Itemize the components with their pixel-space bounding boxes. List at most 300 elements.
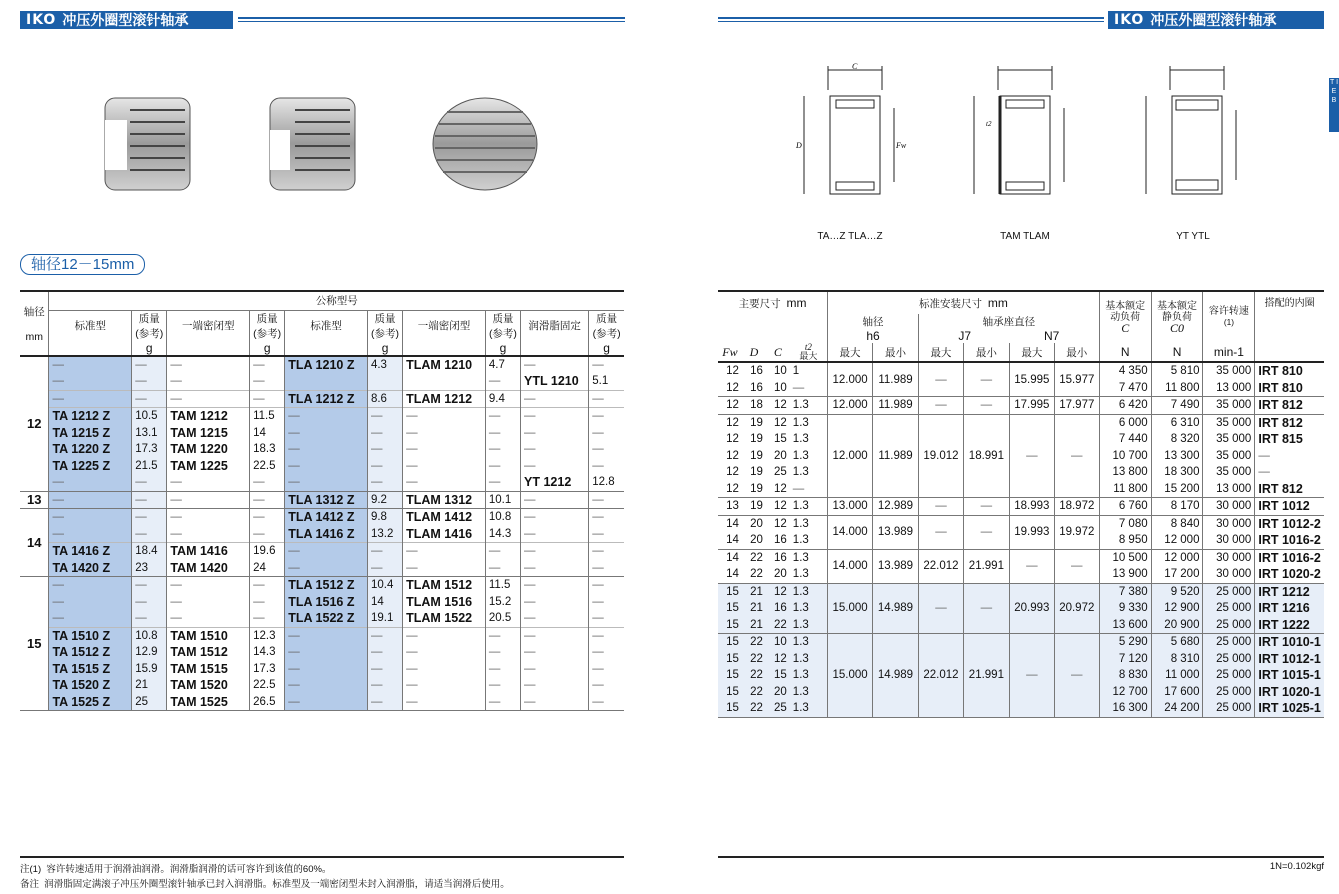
cell-line: TAM 1525 xyxy=(170,694,228,709)
cell-line: 8 840 xyxy=(1170,517,1200,530)
cell-line: 12 xyxy=(726,466,739,478)
cell-line: — xyxy=(524,579,536,591)
cell-line: 18.3 xyxy=(253,443,276,455)
cell-line: TLA 1212 Z xyxy=(288,391,355,406)
table-cell xyxy=(1099,397,1151,415)
table-row xyxy=(718,549,1324,583)
table-cell xyxy=(367,408,402,492)
cell-line: — xyxy=(524,646,536,658)
cell-line: — xyxy=(288,459,300,472)
table-cell xyxy=(367,356,402,391)
cell-line: — xyxy=(406,629,418,642)
cell-line: 15 xyxy=(726,669,739,681)
table-cell xyxy=(1203,515,1255,549)
cell-line: 12 xyxy=(774,585,787,598)
table-cell xyxy=(485,509,520,543)
dim-d-label: D xyxy=(796,141,802,150)
cell-line: 21 xyxy=(135,679,148,691)
cell-line: 25 000 xyxy=(1216,685,1252,698)
cell-line: IRT 1016-2 xyxy=(1258,550,1321,565)
th-std: 标准型 xyxy=(285,310,368,341)
table-cell: 11.989 xyxy=(873,362,919,397)
section-tag: 轴径12－15mm xyxy=(20,254,145,275)
table-row xyxy=(20,577,624,628)
table-cell xyxy=(1099,515,1151,549)
cell-line: — xyxy=(288,679,300,691)
cell-line: — xyxy=(524,410,536,422)
cell-line: 13 000 xyxy=(1216,381,1252,394)
table-cell xyxy=(766,515,790,549)
cell-line: 15 xyxy=(726,685,739,698)
table-cell xyxy=(589,491,624,509)
table-cell xyxy=(1203,397,1255,415)
table-row xyxy=(20,491,624,509)
cell-line: TLAM 1210 xyxy=(406,357,473,372)
cell-line: — xyxy=(488,679,501,691)
cell-line: 30 000 xyxy=(1216,551,1252,564)
table-cell xyxy=(790,414,828,498)
cell-line: IRT 1015-1 xyxy=(1258,668,1321,682)
table-cell xyxy=(742,498,766,516)
table-cell xyxy=(49,390,132,408)
cell-line: 22.5 xyxy=(253,459,276,472)
table-cell: 14.000 xyxy=(828,515,873,549)
cell-line: 16 xyxy=(750,381,763,394)
table-cell xyxy=(1255,414,1324,498)
cell-line: — xyxy=(370,443,383,455)
cell-line: — xyxy=(253,612,265,624)
table-cell xyxy=(367,509,402,543)
cell-line: TA 1215 Z xyxy=(52,425,111,440)
cell-line: — xyxy=(792,482,805,495)
th-grease: 润滑脂固定 xyxy=(521,310,589,341)
table-cell xyxy=(485,627,520,711)
cell-line: 14.3 xyxy=(488,527,512,540)
table-cell xyxy=(1151,549,1203,583)
cell-line: — xyxy=(524,612,536,624)
cell-line: 25 000 xyxy=(1216,636,1252,648)
left-title: 冲压外圈型滚针轴承 xyxy=(62,12,189,28)
table-cell xyxy=(485,408,520,492)
table-cell xyxy=(250,491,285,509)
table-cell: — xyxy=(918,583,963,634)
table-cell xyxy=(167,509,250,543)
cell-line: — xyxy=(1258,466,1270,478)
cell-line: 19 xyxy=(750,482,763,495)
cell-line: 13 300 xyxy=(1164,449,1200,462)
cell-line: — xyxy=(135,511,147,523)
cell-line: — xyxy=(488,426,501,439)
cell-line: TLA 1416 Z xyxy=(288,526,355,541)
cell-line: — xyxy=(524,358,536,371)
cell-line: 1.3 xyxy=(792,551,809,564)
cell-line: TLAM 1312 xyxy=(406,492,473,507)
cell-line: 15 xyxy=(774,669,787,681)
cell-line: IRT 1020-2 xyxy=(1258,567,1321,581)
cell-line: — xyxy=(406,662,418,675)
table-cell xyxy=(49,543,132,577)
table-cell: — xyxy=(1054,414,1099,498)
cell-line: 22 xyxy=(750,685,763,698)
cell-line: 12 xyxy=(726,433,739,445)
cell-line xyxy=(371,373,399,390)
cell-line: 22 xyxy=(750,551,763,564)
cell-line: — xyxy=(592,493,604,506)
cell-line: 35 000 xyxy=(1216,433,1252,445)
table-cell: — xyxy=(918,515,963,549)
cell-line: 7 490 xyxy=(1170,399,1200,411)
cell-line: — xyxy=(592,679,604,691)
table-cell xyxy=(1151,362,1203,397)
table-cell xyxy=(589,390,624,408)
cell-line: 12 xyxy=(774,399,787,411)
table-cell xyxy=(403,577,486,628)
diagram-label-yt: YT YTL xyxy=(1176,231,1210,242)
cell-line: — xyxy=(592,358,604,371)
table-cell: 15.995 xyxy=(1009,362,1054,397)
cell-line: TA 1510 Z xyxy=(52,628,111,643)
table-cell xyxy=(49,627,132,711)
table-row xyxy=(718,515,1324,549)
cell-line: TA 1220 Z xyxy=(52,442,111,456)
table-cell: — xyxy=(918,498,963,516)
table-cell xyxy=(1255,397,1324,415)
cell-line: 22 xyxy=(774,618,787,631)
table-cell: 15.000 xyxy=(828,634,873,718)
cell-line: 14 xyxy=(253,426,266,439)
table-cell xyxy=(1255,583,1324,634)
table-cell xyxy=(250,408,285,492)
dim-c-label: C xyxy=(852,62,858,71)
cell-line: 35 000 xyxy=(1216,365,1252,377)
table-cell xyxy=(1151,498,1203,516)
diagram-yt xyxy=(1146,66,1236,194)
cell-line: 12 xyxy=(726,416,739,429)
shaft-cell: 14 xyxy=(20,509,49,577)
cell-line: 35 000 xyxy=(1216,449,1252,462)
cell-line: 30 000 xyxy=(1216,568,1252,580)
cell-line: — xyxy=(406,410,418,422)
cell-line: IRT 810 xyxy=(1258,380,1303,395)
th-stat: 基本额定静负荷 C0 xyxy=(1151,292,1203,343)
th-shaft: 轴径 mm xyxy=(20,292,49,356)
table-cell xyxy=(485,390,520,408)
cell-line: — xyxy=(1258,449,1270,462)
table-cell: — xyxy=(1054,549,1099,583)
cell-line: TLA 1312 Z xyxy=(288,492,355,507)
th-shaft-dia: 轴径 h6 xyxy=(828,314,919,343)
cell-line: 22 xyxy=(750,669,763,681)
cell-line: 13 xyxy=(726,500,739,512)
cell-line: — xyxy=(524,426,536,439)
cell-line: TAM 1515 xyxy=(170,661,228,676)
cell-line: 14 xyxy=(726,551,739,564)
cell-line: 10 500 xyxy=(1112,551,1148,564)
right-brand-bar xyxy=(1108,11,1324,29)
cell-line: 18 xyxy=(750,399,763,411)
cell-line: 12 xyxy=(774,416,787,429)
cell-line: — xyxy=(488,375,501,387)
cell-line: IRT 1216 xyxy=(1258,601,1310,615)
th-mass: 质量 (参考) xyxy=(250,310,285,341)
cell-line: — xyxy=(592,579,604,591)
table-cell xyxy=(1203,549,1255,583)
cell-line: — xyxy=(135,579,147,591)
cell-line: 7 120 xyxy=(1118,652,1148,665)
table-cell xyxy=(1151,515,1203,549)
table-cell xyxy=(521,509,589,543)
cell-line: 9.4 xyxy=(488,392,505,405)
table-cell xyxy=(285,408,368,492)
cell-line: — xyxy=(524,511,536,523)
table-cell: 12.000 xyxy=(828,414,873,498)
cell-line: 8 170 xyxy=(1170,500,1200,512)
cell-line: — xyxy=(253,358,265,371)
cell-line: 5 290 xyxy=(1118,636,1148,648)
cell-line: 20 xyxy=(774,685,787,698)
table-cell xyxy=(285,491,368,509)
cell-line: — xyxy=(592,443,604,455)
table-cell xyxy=(1151,583,1203,634)
cell-line: 16 xyxy=(774,551,787,564)
left-table-bottom xyxy=(20,856,624,858)
table-cell xyxy=(790,583,828,634)
cell-line: TLA 1516 Z xyxy=(288,594,355,609)
cell-line: — xyxy=(170,358,182,371)
cell-line: — xyxy=(52,579,64,591)
cell-line xyxy=(406,373,482,390)
table-cell xyxy=(589,408,624,492)
cell-line: — xyxy=(253,375,265,387)
cell-line: — xyxy=(524,662,536,675)
cell-line: IRT 1025-1 xyxy=(1258,701,1321,715)
cell-line: 1.3 xyxy=(792,702,809,714)
cell-line: 15.2 xyxy=(488,595,512,608)
cell-line: 8 830 xyxy=(1118,669,1148,681)
table-cell xyxy=(742,515,766,549)
cell-line: — xyxy=(370,646,383,658)
cell-line: 6 420 xyxy=(1118,399,1148,411)
table-cell xyxy=(1203,414,1255,498)
th-main-dims: 主要尺寸 mm xyxy=(738,295,807,310)
table-cell xyxy=(132,390,167,408)
cell-line: — xyxy=(135,527,147,540)
table-cell xyxy=(403,543,486,577)
table-cell: — xyxy=(963,498,1009,516)
cell-line: — xyxy=(370,695,383,708)
table-cell: 19.993 xyxy=(1009,515,1054,549)
cell-line: 19 xyxy=(750,449,763,462)
cell-line: 19 xyxy=(750,500,763,512)
cell-line: — xyxy=(52,375,64,387)
cell-line: — xyxy=(592,561,604,574)
cell-line: — xyxy=(253,595,265,608)
cell-line: — xyxy=(253,579,265,591)
cell-line: — xyxy=(52,527,64,540)
cell-line: 25 xyxy=(774,466,787,478)
cell-line: 15 xyxy=(726,602,739,614)
table-cell xyxy=(167,627,250,711)
table-cell: 21.991 xyxy=(963,634,1009,718)
cell-line: — xyxy=(288,410,300,422)
cell-line: 4 350 xyxy=(1118,365,1148,377)
right-title: 冲压外圈型滚针轴承 xyxy=(1150,12,1277,28)
table-cell xyxy=(1099,414,1151,498)
cell-line: — xyxy=(288,545,300,557)
cell-line: 15 xyxy=(726,636,739,648)
table-cell: 13.000 xyxy=(828,498,873,516)
cell-line: 24 200 xyxy=(1164,702,1200,714)
cell-line: 4.3 xyxy=(370,358,387,371)
table-cell xyxy=(132,356,167,391)
cell-line: TAM 1420 xyxy=(170,560,228,575)
cell-line: 13.2 xyxy=(370,527,394,540)
cell-line: — xyxy=(488,443,501,455)
cell-line: 17 600 xyxy=(1164,685,1200,698)
cell-line: 12 xyxy=(726,482,739,495)
cell-line: — xyxy=(170,612,182,624)
iko-logo: IKO xyxy=(26,12,57,28)
table-cell: 13.989 xyxy=(873,515,919,549)
cell-line: IRT 812 xyxy=(1258,398,1303,412)
cell-line: 25 000 xyxy=(1216,585,1252,598)
cell-line: 15 xyxy=(726,585,739,598)
cell-line: — xyxy=(52,493,64,506)
cell-line: 14 xyxy=(370,595,384,608)
table-cell xyxy=(403,408,486,492)
table-cell xyxy=(485,577,520,628)
cell-line: — xyxy=(592,459,604,472)
cell-line: TAM 1225 xyxy=(170,458,228,473)
table-cell xyxy=(718,414,742,498)
table-cell xyxy=(742,397,766,415)
table-cell xyxy=(790,362,828,397)
cell-line: TLAM 1522 xyxy=(406,611,473,625)
cell-line: — xyxy=(592,695,604,708)
cell-line: — xyxy=(524,443,536,455)
cell-line: YT 1212 xyxy=(524,475,572,489)
cell-line: — xyxy=(524,527,536,540)
cell-line: 12 xyxy=(726,381,739,394)
table-cell xyxy=(521,491,589,509)
table-cell: 22.012 xyxy=(918,634,963,718)
cell-line: 20 900 xyxy=(1164,618,1200,631)
cell-line: — xyxy=(488,561,501,574)
table-cell: 17.995 xyxy=(1009,397,1054,415)
table-cell xyxy=(521,408,589,492)
table-cell xyxy=(742,549,766,583)
cell-line: 20.5 xyxy=(488,612,512,624)
table-cell xyxy=(521,627,589,711)
cell-line: 22 xyxy=(750,636,763,648)
table-cell xyxy=(49,577,132,628)
cell-line: IRT 1012-1 xyxy=(1258,651,1321,666)
th-closed: 一端密闭型 xyxy=(167,310,250,341)
cell-line: 1.3 xyxy=(792,399,809,411)
th-mass: 质量 (参考) xyxy=(367,310,402,341)
cell-line: 15 200 xyxy=(1164,482,1200,495)
right-spec-table: 主要尺寸 mm 标准安装尺寸 mm 基本额定动负荷 C 基本额定静负荷 C0 容许转速$^{(1)}$ 搭配的内圈 轴径 h6 轴承座直径 J7 N7 Fw D C t2 最大 最大 最小 最大 最小 最大 最小 N N min-1 12 12 16 16 10 10 1 — 12.000 11.989 — — 15.995 15.977 4 350 7 470 5 810 11 800 35 000 13 000 IRT 810 IRT 810 12 18 12 1.3 12.000 11.989 — — 17.995 17.977 6 420 7 490 35 000 IRT 812 12 12 12 12 12 19 19 19 19 19 12 15 20 25 12 1.3 1.3 1.3 1.3 — 12.000 11.989 19.012 18.991 — — 6 000 7 440 10 700 13 800 11 800 6 310 8 320 13 300 18 300 15 200 35 000 35 000 35 000 35 000 13 000 IRT 812 IRT 815 — — IRT 812 13 19 12 1.3 13.000 12.989 — — 18.993 18.972 6 760 8 170 30 000 IRT 1012 14 14 20 20 12 16 1.3 1.3 14.000 13.989 — — 19.993 19.972 7 080 8 950 8 840 12 000 30 000 30 000 IRT 1012-2 IRT 1016-2 14 14 22 22 16 20 1.3 1.3 14.000 13.989 22.012 21.991 — — 10 500 13 900 12 000 17 200 30 000 30 000 IRT 1016-2 IRT 1020-2 15 15 15 21 21 21 12 16 22 1.3 1.3 1.3 15.000 14.989 — — 20.993 20.972 7 380 9 330 13 600 9 520 12 900 20 900 25 000 25 000 25 000 IRT 1212 IRT 1216 IRT 1222 15 15 15 15 15 22 22 22 22 22 10 12 15 20 25 1.3 1.3 1.3 1.3 1.3 15.000 14.989 22.012 21.991 — — 5 290 7 120 8 830 12 700 16 300 5 680 8 310 11 000 17 600 24 200 25 000 25 000 25 000 25 000 25 000 IRT 1010-1 IRT 1012-1 IRT 1015-1 IRT 1020-1 IRT 1025-1 xyxy=(718,292,1324,718)
cell-line: IRT 812 xyxy=(1258,415,1303,430)
table-cell xyxy=(367,491,402,509)
cell-line: 13 800 xyxy=(1112,466,1148,478)
cell-line: 14 xyxy=(726,568,739,580)
cell-line: 15 xyxy=(726,652,739,665)
cell-line: — xyxy=(406,459,418,472)
left-brand-bar xyxy=(20,11,233,29)
cell-line: — xyxy=(592,392,604,405)
table-cell: 19.012 xyxy=(918,414,963,498)
cell-line: 24 xyxy=(253,561,266,574)
table-cell xyxy=(589,627,624,711)
table-cell xyxy=(49,491,132,509)
cell-line: — xyxy=(135,392,147,405)
cell-line: — xyxy=(370,545,383,557)
table-cell xyxy=(1255,362,1324,397)
table-cell: 11.989 xyxy=(873,414,919,498)
cell-line: 25 000 xyxy=(1216,602,1252,614)
cell-line: — xyxy=(52,476,64,488)
cell-line: — xyxy=(524,595,536,608)
table-cell xyxy=(766,414,790,498)
table-cell xyxy=(718,397,742,415)
cell-line: — xyxy=(592,545,604,557)
table-cell xyxy=(1255,634,1324,718)
table-cell xyxy=(521,356,589,391)
cell-line: TAM 1520 xyxy=(170,678,228,692)
cell-line: — xyxy=(52,358,64,371)
cell-line: — xyxy=(406,679,418,691)
cell-line: IRT 1222 xyxy=(1258,617,1310,632)
shaft-cell: 15 xyxy=(20,577,49,711)
cell-line: — xyxy=(488,662,501,675)
table-row xyxy=(20,509,624,543)
cell-line: 16 xyxy=(774,534,787,546)
table-cell: 19.972 xyxy=(1054,515,1099,549)
th-nominal: 公称型号 xyxy=(49,292,624,310)
right-header-rule xyxy=(718,17,1104,22)
diagram-label-tam: TAM TLAM xyxy=(1000,231,1050,242)
cell-line: 19 xyxy=(750,416,763,429)
cell-line: TA 1520 Z xyxy=(52,678,111,692)
table-cell: — xyxy=(963,362,1009,397)
cell-line: — xyxy=(135,493,147,506)
table-cell xyxy=(250,577,285,628)
table-cell xyxy=(766,362,790,397)
cell-line: TA 1525 Z xyxy=(52,694,111,709)
iko-logo: IKO xyxy=(1114,12,1145,28)
cell-line: 14.3 xyxy=(253,646,276,658)
cell-line: 18.4 xyxy=(135,545,158,557)
cell-line: 7 380 xyxy=(1118,585,1148,598)
cell-line: TLA 1512 Z xyxy=(288,578,355,592)
cell-line: 12 xyxy=(774,517,787,530)
cell-line: 1.3 xyxy=(792,449,809,462)
table-cell xyxy=(250,509,285,543)
cell-line: 20 xyxy=(774,449,787,462)
table-row xyxy=(718,362,1324,397)
table-cell xyxy=(1151,634,1203,718)
table-cell xyxy=(49,356,132,391)
cell-line: 10.4 xyxy=(370,579,394,591)
table-cell: — xyxy=(918,397,963,415)
table-cell xyxy=(485,356,520,391)
cell-line: — xyxy=(253,392,265,405)
cell-line: 18 300 xyxy=(1164,466,1200,478)
table-cell xyxy=(367,627,402,711)
table-cell xyxy=(132,627,167,711)
cell-line: 14 xyxy=(726,534,739,546)
